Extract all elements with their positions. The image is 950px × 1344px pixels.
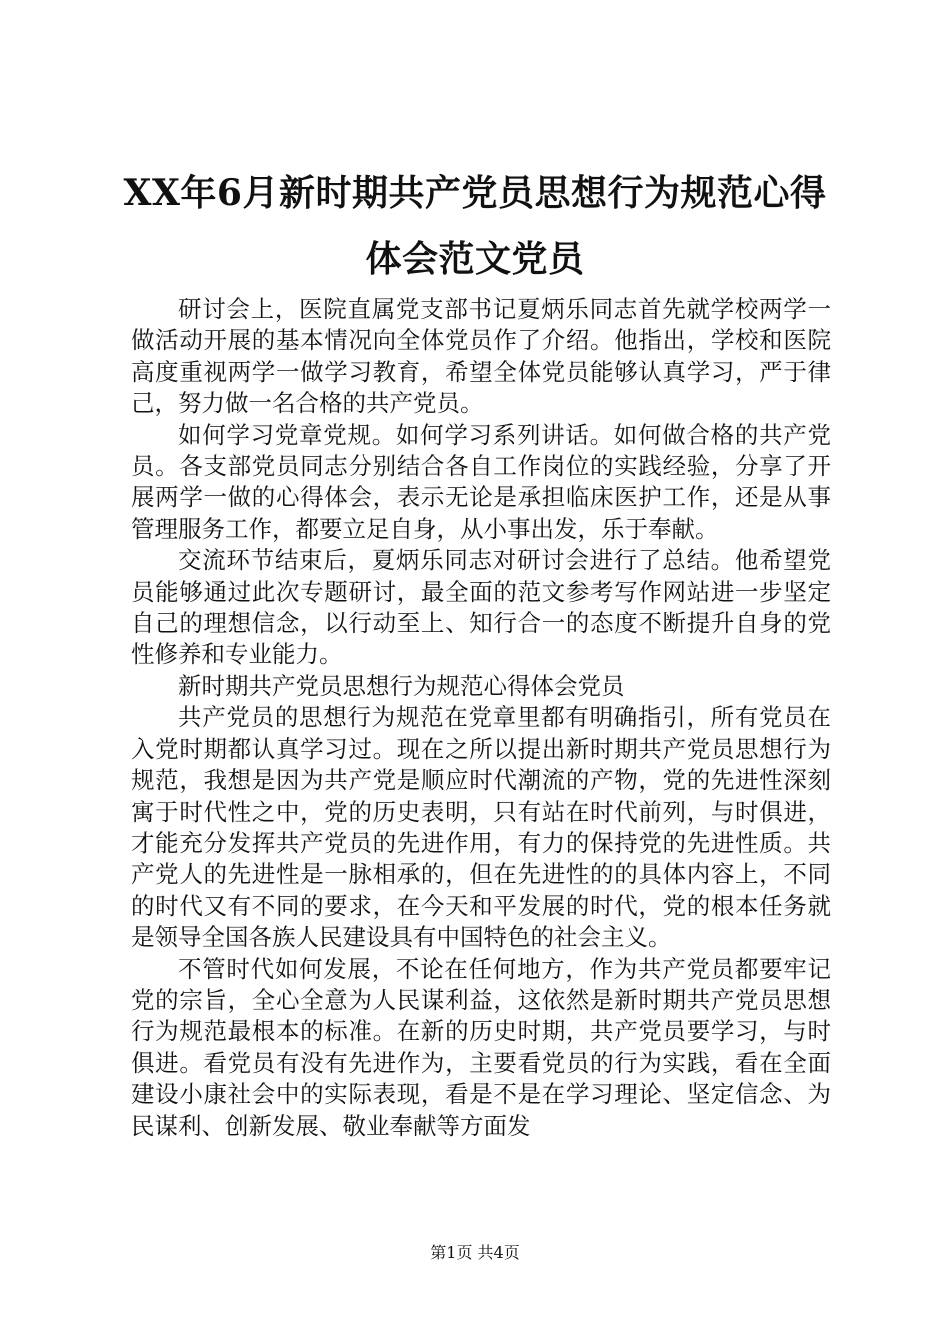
page-number: 第1页 共4页 xyxy=(430,1243,520,1262)
paragraph: 不管时代如何发展，不论在任何地方，作为共产党员都要牢记党的宗旨，全心全意为人民谋利益，这依然是新时期共产党员思想行为规范最根本的标准。在新的历史时期，共产党员要学习，与时俱进。看党员有没有先进作为，主要看党员的行为实践，看在全面建设小康社会中的实际表现，看是不是在学习理论、坚定信念、为民谋利、创新发展、敬业奉献等方面发 xyxy=(131,954,831,1140)
document-title: XX年6月新时期共产党员思想行为规范心得体会范文党员 xyxy=(123,172,827,280)
paragraph: 研讨会上，医院直属党支部书记夏炳乐同志首先就学校两学一做活动开展的基本情况向全体党员作了介绍。他指出，学校和医院高度重视两学一做学习教育，希望全体党员能够认真学习，严于律己，努力做一名合格的共产党员。 xyxy=(131,295,831,418)
paragraph: 如何学习党章党规。如何学习系列讲话。如何做合格的共产党员。各支部党员同志分别结合各自工作岗位的实践经验，分享了开展两学一做的心得体会，表示无论是承担临床医护工作，还是从事管理服务工作，都要立足自身，从小事出发，乐于奉献。 xyxy=(131,420,831,543)
paragraph: 共产党员的思想行为规范在党章里都有明确指引，所有党员在入党时期都认真学习过。现在之所以提出新时期共产党员思想行为规范，我想是因为共产党是顺应时代潮流的产物，党的先进性深刻寓于时代性之中，党的历史表明，只有站在时代前列，与时俱进，才能充分发挥共产党员的先进作用，有力的保持党的先进性质。共产党人的先进性是一脉相承的，但在先进性的的具体内容上，不同的时代又有不同的要求，在今天和平发展的时代，党的根本任务就是领导全国各族人民建设具有中国特色的社会主义。 xyxy=(131,703,831,952)
section-heading: 新时期共产党员思想行为规范心得体会党员 xyxy=(178,671,625,700)
paragraph: 交流环节结束后，夏炳乐同志对研讨会进行了总结。他希望党员能够通过此次专题研讨，最全面的范文参考写作网站进一步坚定自己的理想信念，以行动至上、知行合一的态度不断提升自身的党性修养和专业能力。 xyxy=(131,546,831,669)
document-body xyxy=(131,294,831,1142)
